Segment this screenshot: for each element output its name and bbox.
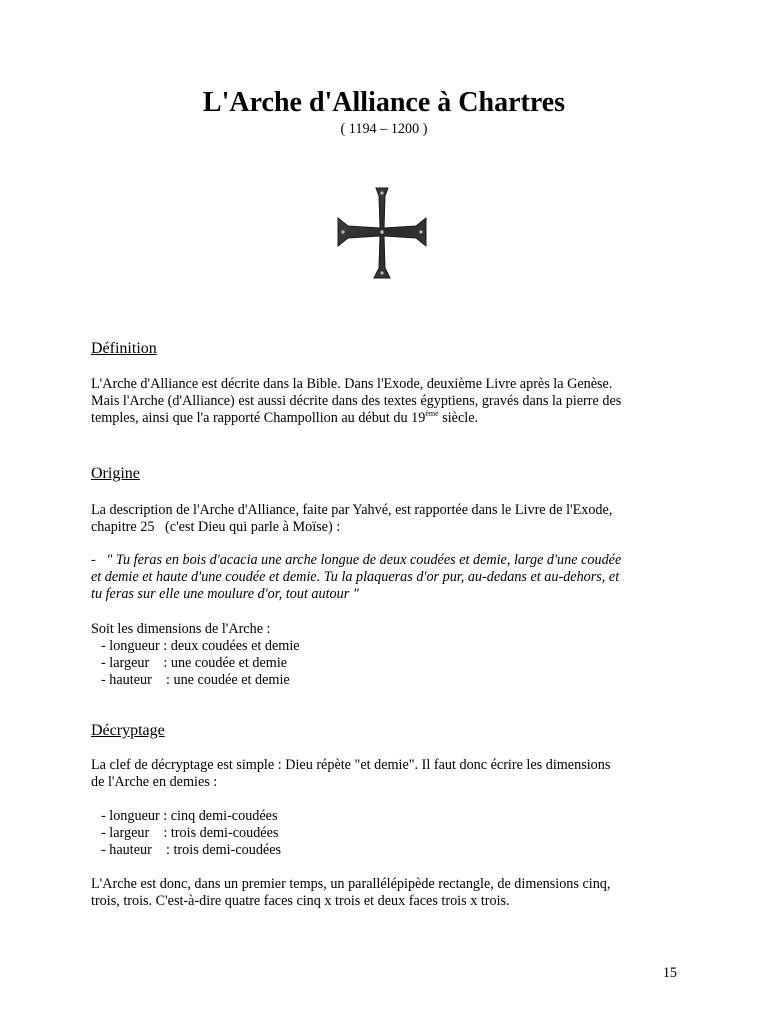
text-line: L'Arche est donc, dans un premier temps, un parallélépipède rectangle, de dimensions cinq, <box>91 876 611 892</box>
text-line: " Tu feras en bois d'acacia une arche longue de deux coudées et demie, large d'une coudée <box>106 552 622 568</box>
text-line: La clef de décryptage est simple : Dieu répète "et demie". Il faut donc écrire les dimensions <box>91 757 611 773</box>
exodus-quote <box>91 552 691 603</box>
section-heading-origine: Origine <box>91 465 140 482</box>
half-cubits-list <box>91 808 691 859</box>
conclusion-paragraph <box>91 876 691 910</box>
text-line: La description de l'Arche d'Alliance, faite par Yahvé, est rapportée dans le Livre de l'Exode, <box>91 502 613 518</box>
iron-cross-icon <box>336 186 428 280</box>
superscript: ème <box>425 409 439 418</box>
list-item: - hauteur : une coudée et demie <box>101 672 290 688</box>
text-fragment: temples, ainsi que l'a rapporté Champollion au début du 19 <box>91 410 426 426</box>
page-number: 15 <box>662 965 677 981</box>
page-subtitle-dates: ( 1194 – 1200 ) <box>340 121 428 137</box>
list-item: - longueur : cinq demi-coudées <box>101 808 278 824</box>
list-item: - largeur : une coudée et demie <box>101 655 288 671</box>
definition-paragraph <box>91 376 691 427</box>
list-item: - longueur : deux coudées et demie <box>101 638 300 654</box>
text-line: Mais l'Arche (d'Alliance) est aussi décrite dans des textes égyptiens, gravés dans la pierre des <box>91 393 622 409</box>
text-line: et demie et haute d'une coudée et demie. Tu la plaqueras d'or pur, au-dedans et au-dehors, et <box>91 569 620 585</box>
text-line: chapitre 25 (c'est Dieu qui parle à Moïse) : <box>91 519 341 535</box>
origine-intro <box>91 502 691 536</box>
text-line: tu feras sur elle une moulure d'or, tout autour " <box>91 586 359 602</box>
page-title: L'Arche d'Alliance à Chartres <box>202 87 566 118</box>
dimensions-list <box>91 621 691 689</box>
text-line: L'Arche d'Alliance est décrite dans la Bible. Dans l'Exode, deuxième Livre après la Genèse. <box>91 376 613 392</box>
section-heading-decryptage: Décryptage <box>91 722 165 739</box>
text-line: trois, trois. C'est-à-dire quatre faces cinq x trois et deux faces trois x trois. <box>91 893 510 909</box>
quote-dash: - <box>91 552 107 568</box>
text-line: Soit les dimensions de l'Arche : <box>91 621 271 637</box>
list-item: - hauteur : trois demi-coudées <box>101 842 282 858</box>
text-line: de l'Arche en demies : <box>91 774 218 790</box>
list-item: - largeur : trois demi-coudées <box>101 825 279 841</box>
decryptage-intro <box>91 757 691 791</box>
text-fragment: siècle. <box>438 410 479 426</box>
section-heading-definition: Définition <box>91 340 157 357</box>
text-line <box>91 410 691 427</box>
